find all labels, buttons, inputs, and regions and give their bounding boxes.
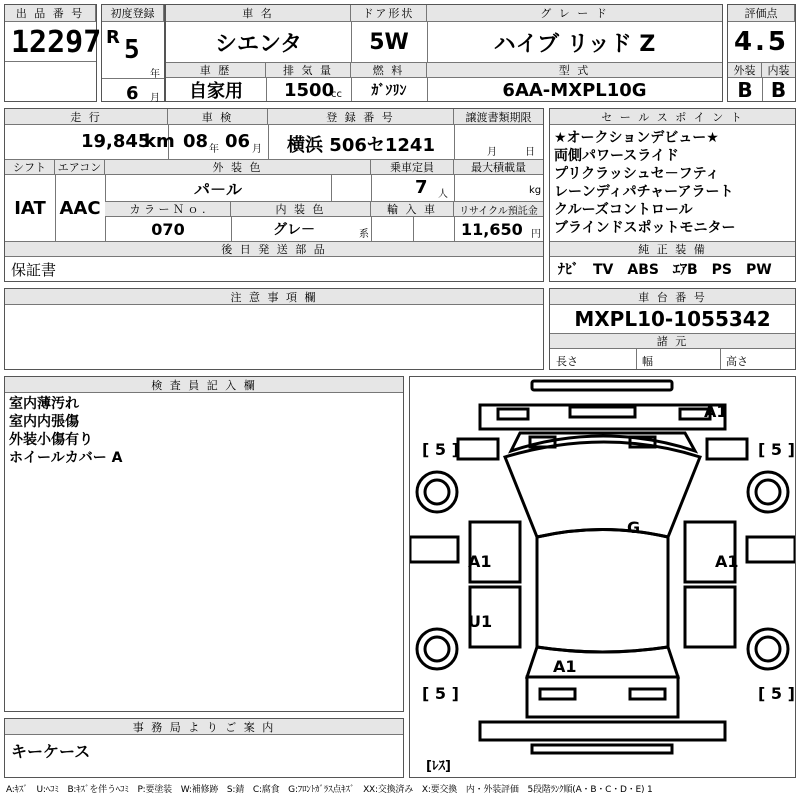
tire-fr-label: [ 5 ] (758, 440, 795, 459)
notes-label: 注 意 事 項 欄 (5, 289, 543, 305)
ext-color-label: 外 装 色 (105, 159, 371, 175)
sales-point: レーンディパチャーアラート (554, 184, 734, 200)
displacement: 1500 (284, 79, 335, 101)
exterior-color: パ－ル (193, 179, 242, 199)
divider (454, 175, 455, 201)
fender-left-shape (458, 439, 498, 459)
divider (371, 175, 372, 201)
sales-point: クルーズコントロール (554, 202, 693, 218)
first-reg-year: 5 (124, 35, 140, 65)
grade-label: グ レ ー ド (427, 5, 722, 22)
divider (102, 78, 164, 79)
fuel-label: 燃 料 (351, 62, 427, 78)
right-rear-door-shape (685, 587, 735, 647)
spare-tire-label: [ﾚｽ] (426, 759, 451, 774)
interior-color: グレ－ (273, 222, 315, 238)
divider (454, 217, 455, 241)
year-unit: 年 (150, 69, 160, 80)
exterior-grade: B (737, 78, 753, 102)
roof-shape (537, 530, 668, 653)
car-name: シエンタ (214, 31, 303, 57)
width-label: 幅 (642, 355, 653, 368)
taillight-left-shape (540, 689, 575, 699)
model: 6AA-MXPL10G (502, 79, 647, 101)
recycle-unit: 円 (531, 229, 541, 240)
divider (413, 217, 414, 241)
inspection-month: 06 (225, 131, 251, 152)
capacity-label: 乗車定員 (371, 159, 454, 175)
transfer-day-unit: 日 (525, 147, 535, 158)
notes-box (4, 288, 544, 370)
wheel-rl-shape (417, 629, 457, 669)
exterior-label: 外装 (728, 62, 762, 78)
plate-label: 登 録 番 号 (268, 109, 454, 125)
inspector-note: 室内内張傷 (9, 414, 79, 430)
tire-fl-label: [ 5 ] (422, 440, 459, 459)
inspection-year-unit: 年 (209, 144, 219, 155)
vehicle-info-box (165, 4, 723, 102)
load-unit: kg (529, 185, 542, 196)
chassis-number: MXPL10-1055342 (574, 307, 771, 331)
sales-point: ★オークションデビュー★ (554, 130, 719, 146)
tailgate-shape (527, 677, 678, 717)
inspector-note: ホイールカバー A (9, 450, 123, 466)
rear-step-shape (532, 745, 672, 753)
first-reg-month: 6 (126, 83, 139, 104)
load-label: 最大積載量 (454, 159, 543, 175)
damage-mark-front: A1 (704, 402, 728, 421)
score-label: 評価点 (728, 5, 795, 22)
transfer-label: 譲渡書類期限 (454, 109, 543, 125)
mileage-unit: km (144, 131, 175, 152)
car-outline (410, 377, 795, 777)
wheel-rr-shape (748, 629, 788, 669)
later-parts-item: 保証書 (11, 260, 57, 279)
air-conditioner: AAC (59, 197, 101, 219)
divider (636, 349, 637, 369)
inspector-box (4, 376, 404, 712)
door-label: ドア形状 (351, 5, 427, 22)
displacement-unit: cc (331, 89, 342, 100)
sales-box (549, 108, 796, 282)
grille-shape (570, 407, 635, 417)
door-type: 5W (369, 29, 409, 55)
era: R (106, 27, 120, 48)
fuel: ｶﾞｿﾘﾝ (371, 83, 407, 99)
chassis-box (549, 288, 796, 370)
chassis-label: 車 台 番 号 (550, 289, 795, 305)
mileage-label: 走 行 (5, 109, 168, 125)
wheel-fl-shape (417, 472, 457, 512)
month-unit: 月 (150, 93, 160, 104)
first-reg-label: 初度登録 (102, 5, 164, 22)
sales-point: プリクラッシュセ－フティ (554, 166, 720, 182)
office-box (4, 718, 404, 778)
inspection-month-unit: 月 (252, 144, 262, 155)
mileage: 19,845 (81, 131, 151, 152)
lot-label: 出 品 番 号 (5, 5, 96, 22)
taillight-right-shape (630, 689, 665, 699)
plate-number: 横浜 506セ1241 (287, 135, 435, 156)
front-bumper-shape (532, 381, 672, 390)
capacity: 7 (415, 177, 428, 198)
divider (331, 175, 332, 201)
transfer-month-unit: 月 (487, 147, 497, 158)
lot-number: 12297 (11, 25, 102, 60)
damage-diagram (409, 376, 796, 778)
divider (5, 61, 96, 62)
tire-rr-label: [ 5 ] (758, 684, 795, 703)
lot-box (4, 4, 102, 102)
shift: IAT (14, 197, 46, 219)
tire-rl-label: [ 5 ] (422, 684, 459, 703)
divider (266, 78, 267, 101)
recycle-deposit: 11,650 (461, 219, 523, 239)
side-left-mirror-shape (410, 537, 458, 562)
fender-right-shape (707, 439, 747, 459)
damage-mark-left-front-door: A1 (468, 552, 492, 571)
sales-points-list (554, 129, 735, 237)
damage-mark-rear: A1 (553, 657, 577, 676)
capacity-unit: 人 (438, 189, 448, 200)
damage-mark-right-front-door: A1 (715, 552, 739, 571)
dims-label: 諸 元 (550, 333, 795, 349)
recycle-label: リサイクル預託金 (454, 201, 543, 217)
color-no-label: カ ラ ー Ｎ ｏ . (105, 201, 231, 217)
rear-bumper-shape (480, 722, 725, 740)
inspector-note: 室内薄汚れ (9, 396, 79, 412)
interior-grade: B (770, 78, 787, 102)
ac-label: エアコン (55, 159, 105, 175)
legend: A:ｷｽﾞ U:ﾍｺﾐ B:ｷｽﾞを伴うﾍｺﾐ P:要塗装 W:補修跡 S:錆 C:腐食 G:ﾌﾛﾝﾄｶﾞﾗｽ点ｷｽﾞ XX:交換済み X:要交換 内・外装評価 5段階ﾗﾝｸ順(A・B・C・D・E) 1 (6, 785, 653, 795)
history: 自家用 (189, 81, 243, 102)
headlight-left-shape (498, 409, 528, 419)
equipment-label: 純 正 装 備 (550, 241, 795, 257)
int-color-label: 内 装 色 (231, 201, 371, 217)
equipment: ﾅﾋﾞ TV ABS ｴｱB PS PW (558, 262, 772, 278)
interior-label: 内装 (762, 62, 795, 78)
history-label: 車 歴 (166, 62, 266, 78)
inspector-label: 検 査 員 記 入 欄 (5, 377, 403, 393)
grade: ハイブ リッド Z (493, 31, 656, 57)
length-label: 長さ (556, 355, 578, 368)
model-label: 型 式 (427, 62, 722, 78)
car-name-label: 車 名 (166, 5, 351, 22)
later-parts-label: 後 日 発 送 部 品 (5, 241, 543, 257)
score: 4.5 (733, 27, 790, 57)
interior-color-unit: 系 (359, 229, 369, 240)
side-right-mirror-shape (747, 537, 795, 562)
damage-mark-windshield: G (627, 518, 641, 537)
rear-window-shape (527, 647, 678, 677)
wheel-fr-shape (748, 472, 788, 512)
inspection-label: 車 検 (168, 109, 268, 125)
windshield-shape (505, 442, 700, 537)
divider (371, 217, 372, 241)
damage-mark-left-rear-door: U1 (468, 612, 493, 631)
height-label: 高さ (726, 355, 748, 368)
color-number: 070 (151, 219, 185, 239)
score-box (727, 4, 796, 102)
specs-box (4, 108, 544, 282)
import-label: 輸 入 車 (371, 201, 454, 217)
office-text: キーケース (11, 741, 91, 761)
displacement-label: 排 気 量 (266, 62, 351, 78)
sales-point: ブラインドスポットモニター (554, 220, 736, 236)
sales-point: 両側パワースライド (554, 148, 679, 164)
divider (720, 349, 721, 369)
shift-label: シフト (5, 159, 55, 175)
inspection-year: 08 (183, 131, 209, 152)
inspector-notes (9, 395, 122, 467)
divider (454, 125, 455, 159)
inspector-note: 外装小傷有り (9, 432, 93, 448)
sales-label: セ ー ル ス ポ イ ン ト (550, 109, 795, 125)
first-reg-box (101, 4, 165, 102)
office-label: 事 務 局 よ り ご 案 内 (5, 719, 403, 735)
